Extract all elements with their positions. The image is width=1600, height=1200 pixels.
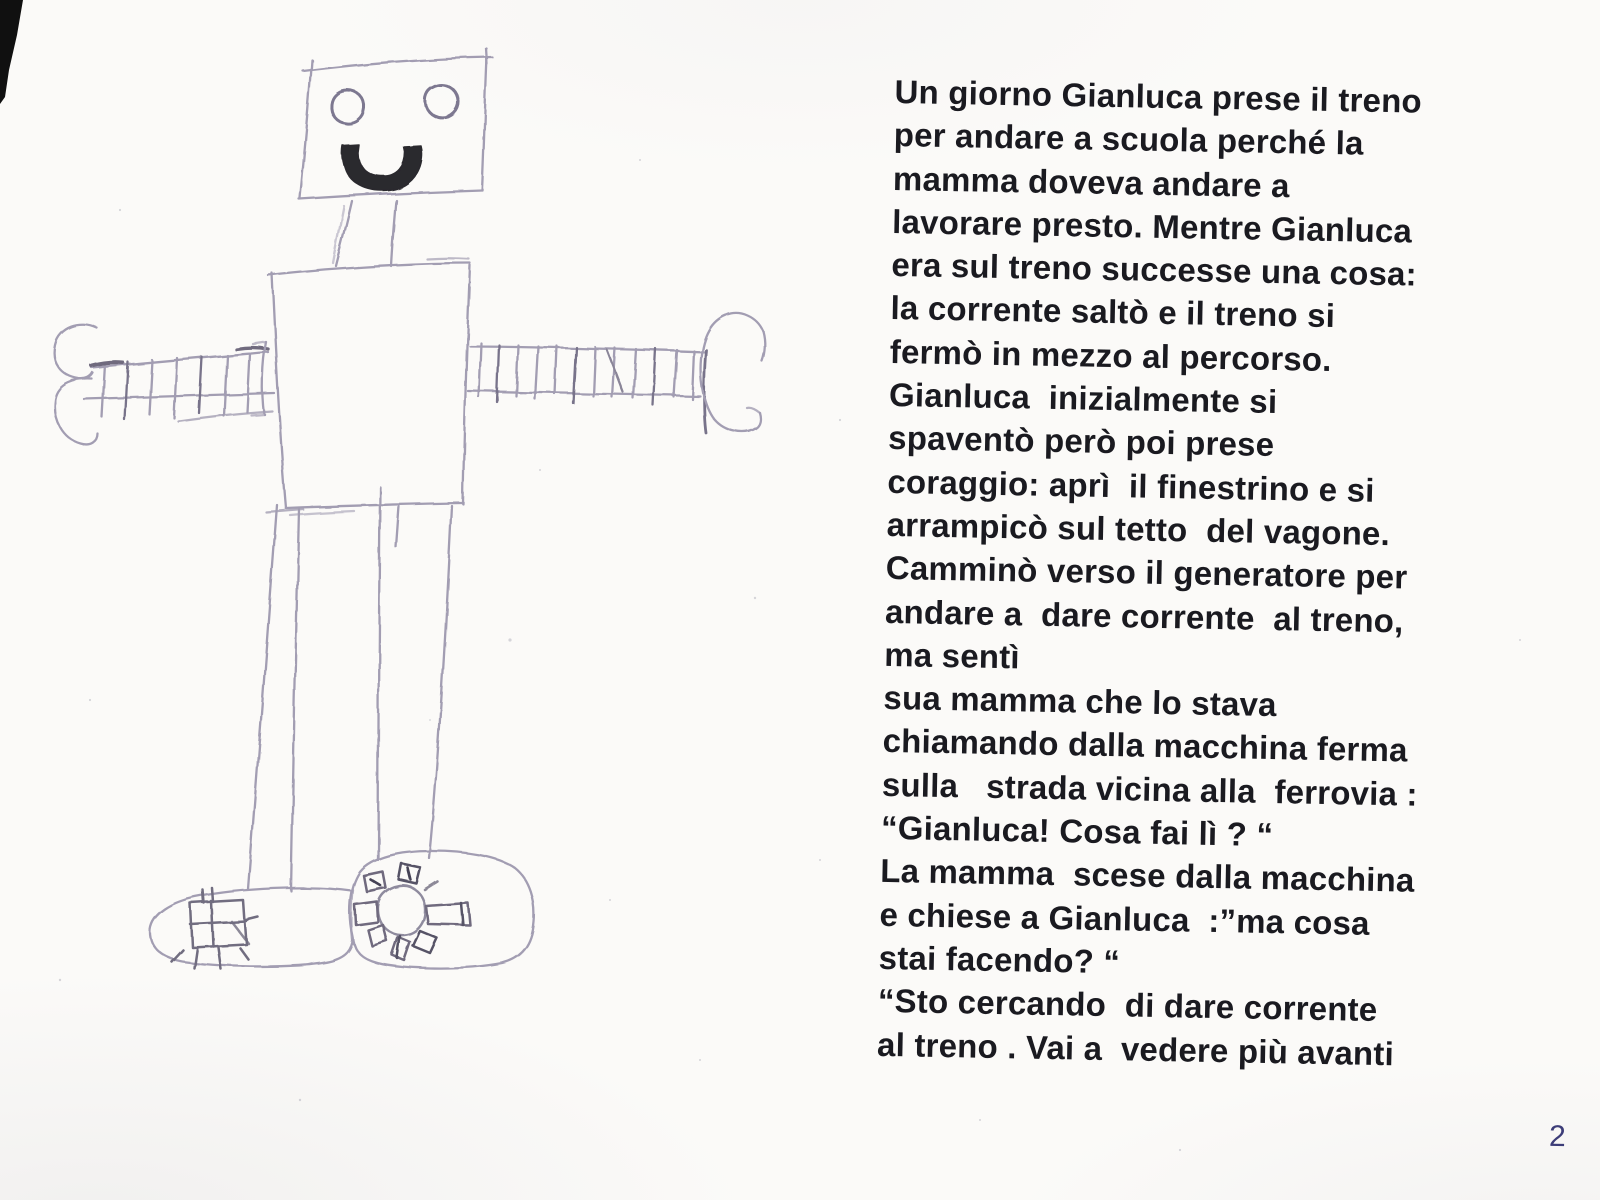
robot-right-arm [468, 343, 706, 433]
robot-left-foot [150, 888, 353, 967]
robot-right-leg [378, 487, 452, 860]
story-line: La mamma scese dalla macchina [879, 852, 1415, 899]
robot-torso [266, 258, 470, 547]
story-text [877, 70, 1565, 1078]
story-line: Un giorno Gianluca prese il treno [894, 72, 1423, 120]
story-line: chiamando dalla macchina ferma [882, 722, 1408, 769]
story-line: andare a dare corrente al treno, [884, 592, 1404, 639]
story-line: “Gianluca! Cosa fai lì ? “ [880, 808, 1274, 854]
story-line: era sul treno successe una cosa: [891, 246, 1418, 293]
story-line: coraggio: aprì il finestrino e si [887, 462, 1375, 509]
story-line: sua mamma che lo stava [883, 679, 1278, 724]
story-line: spaventò però poi prese [887, 419, 1275, 464]
robot-left-leg [248, 505, 299, 891]
robot-left-arm [84, 342, 274, 421]
story-line: ma sentì [883, 635, 1021, 676]
story-line: per andare a scuola perché la [893, 116, 1364, 162]
right-foot-gear-detail [355, 864, 470, 960]
robot-neck [333, 200, 396, 266]
left-foot-hatch-detail [172, 888, 258, 969]
robot-eyes [331, 86, 459, 124]
robot-head [299, 48, 492, 199]
story-line: al treno . Vai a vedere più avanti [876, 1025, 1395, 1072]
story-line: stai facendo? “ [878, 938, 1121, 981]
robot-right-foot [350, 851, 534, 968]
robot-right-hand [701, 313, 765, 431]
scan-corner-artifact [0, 0, 23, 104]
page-number: 2 [1548, 1119, 1566, 1154]
story-line: Gianluca inizialmente si [888, 376, 1278, 421]
story-line: Camminò verso il generatore per [885, 549, 1408, 596]
robot-mouth [342, 145, 422, 191]
story-line: arrampicò sul tetto del vagone. [886, 505, 1391, 553]
story-line: mamma doveva andare a [892, 159, 1291, 204]
story-line: e chiese a Gianluca :”ma cosa [879, 895, 1371, 942]
story-line: la corrente saltò e il treno si [890, 289, 1336, 335]
story-line: lavorare presto. Mentre Gianluca [891, 202, 1413, 250]
story-line: fermò in mezzo al percorso. [889, 332, 1332, 378]
story-line: “Sto cercando di dare corrente [877, 982, 1378, 1029]
robot-left-hand [54, 325, 97, 444]
story-line: sulla strada vicina alla ferrovia : [881, 765, 1419, 813]
